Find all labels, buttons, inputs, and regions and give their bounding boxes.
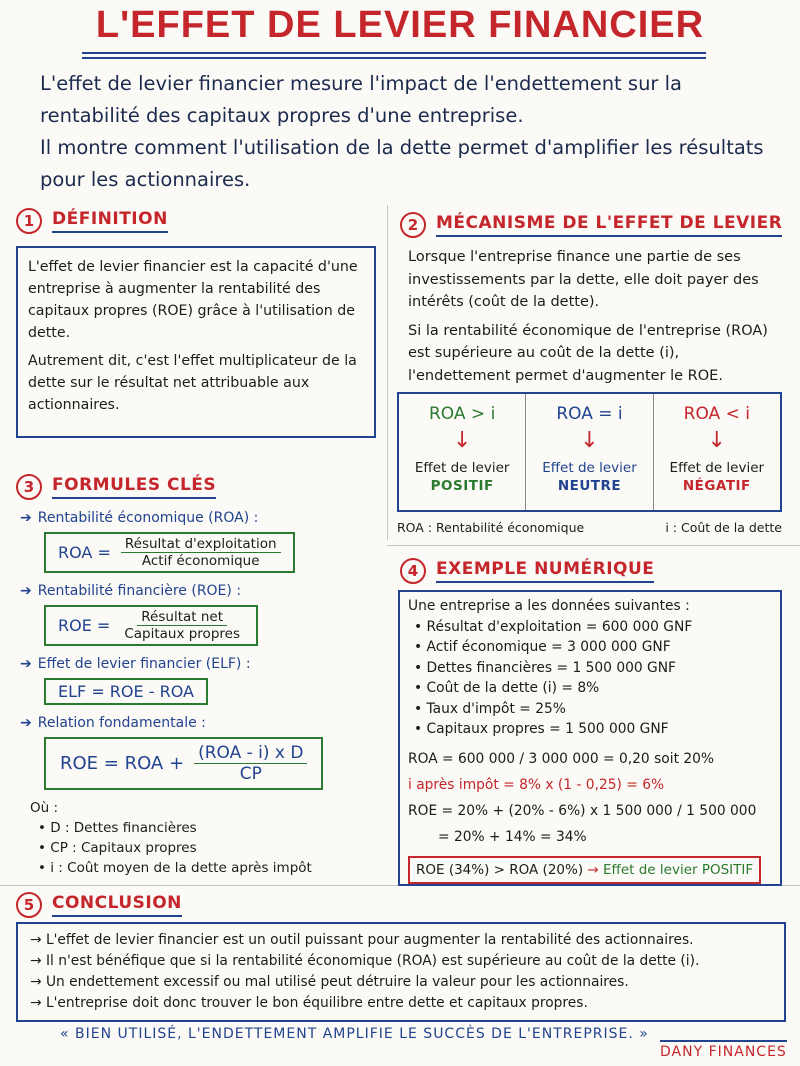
list-item: • D : Dettes financières [38,820,197,836]
formula-roe-lhs: ROE = [58,616,111,635]
example-item-text: Dettes financières = 1 500 000 GNF [426,659,676,676]
formula-roe-denominator: Capitaux propres [124,626,240,642]
mech-effect: Effet de levier [414,460,510,476]
example-item-text: Coût de la dette (i) = 8% [426,680,600,696]
formula-roa-fraction [121,536,281,569]
section-1-title: DÉFINITION [52,209,168,233]
list-item: → L'entreprise doit donc trouver le bon équilibre entre dette et capitaux propres. [30,995,588,1011]
mech-condition: ROA < i [683,404,750,424]
arrow-right-icon: ➔ [20,583,32,599]
formula-roe-fraction [120,609,244,642]
formula-elf-heading [20,656,370,672]
example-item-text: Taux d'impôt = 25% [426,700,566,717]
definition-text-2: Autrement dit, c'est l'effet multiplicateur de la dette sur le résultat net attribuable aux actionnaires. [28,353,357,413]
formula-legend-cp: CP : Capitaux propres [50,840,197,856]
example-item-text: Résultat d'exploitation = 600 000 GNF [426,618,693,635]
title-underline [82,52,706,54]
page-title: L'EFFET DE LEVIER FINANCIER [95,4,705,46]
formula-roe-heading [20,583,370,599]
section-3-header [16,474,216,500]
list-item: → L'effet de levier financier est un outil puissant pour augmenter la rentabilité des actionnaires. [30,932,694,948]
section-4-title: EXEMPLE NUMÉRIQUE [436,559,654,583]
section-1-header [16,208,168,234]
formula-relation-denominator: CP [239,764,262,784]
mech-result: NEUTRE [557,478,622,494]
list-item: • Résultat d'exploitation = 600 000 GNF [414,618,693,635]
conclusion-text: L'entreprise doit donc trouver le bon équilibre entre dette et capitaux propres. [45,995,588,1011]
example-conclusion [408,856,761,885]
formula-legend [30,798,312,878]
formula-legend-i: i : Coût moyen de la dette après impôt [50,860,312,876]
conclusion-text: L'effet de levier financier est un outil puissant pour augmenter la rentabilité des actionnaires. [45,932,694,948]
section-1-number: 1 [16,208,42,234]
list-item: • Actif économique = 3 000 000 GNF [414,639,671,655]
intro-line-1: L'effet de levier financier mesure l'impact de l'endettement sur la rentabilité des capitaux propres d'une entreprise. [40,72,683,127]
formula-elf-label: Effet de levier financier (ELF) : [37,656,251,672]
formula-relation-lhs: ROE = ROA + [60,753,185,774]
mech-condition: ROA = i [556,404,623,424]
mech-result: NÉGATIF [682,478,751,494]
definition-text-1: L'effet de levier financier est la capacité d'une entreprise à augmenter la rentabilité des capitaux propres (ROE) grâce à l'utilisation de dette. [28,259,358,341]
mech-effect: Effet de levier [669,460,765,476]
calc-roa: ROA = 600 000 / 3 000 000 = 0,20 soit 20% [408,750,715,767]
list-item: • CP : Capitaux propres [38,840,197,856]
formula-roe [44,605,258,646]
formula-roa-heading [20,510,370,526]
mechanism-col-neutral [526,394,653,510]
formula-roa-label: Rentabilité économique (ROA) : [37,510,259,526]
mechanism-col-negative [654,394,780,510]
list-item: → Il n'est bénéfique que si la rentabilité économique (ROA) est supérieure au coût de la dette (i). [30,953,700,969]
divider-horizontal [387,545,800,546]
mechanism-table [397,392,782,512]
conclusion-text: Il n'est bénéfique que si la rentabilité économique (ROA) est supérieure au coût de la dette (i). [45,953,700,969]
mech-result: POSITIF [430,478,494,494]
section-4-number: 4 [400,558,426,584]
formula-roe-numerator: Résultat net [137,609,227,626]
formula-relation-fraction [194,743,307,784]
list-item: → Un endettement excessif ou mal utilisé peut détruire la valeur pour les actionnaires. [30,974,629,990]
section-5-number: 5 [16,892,42,918]
intro-line-2: Il montre comment l'utilisation de la dette permet d'amplifier les résultats pour les actionnaires. [40,136,764,191]
mechanism-p1: Lorsque l'entreprise finance une partie de ses investissements par la dette, elle doit payer des intérêts (coût de la dette). [408,249,759,310]
formula-roa-denominator: Actif économique [141,553,260,569]
mechanism-p2: Si la rentabilité économique de l'entreprise (ROA) est supérieure au coût de la dette (i), l'endettement permet d'augmenter le ROE. [408,322,768,384]
list-item: • Dettes financières = 1 500 000 GNF [414,659,676,676]
mech-condition: ROA > i [429,404,496,424]
legend-i: i : Coût de la dette [665,520,782,535]
section-3-number: 3 [16,474,42,500]
formula-roa [44,532,295,573]
arrow-down-icon: ↓ [580,428,599,453]
example-calculation [408,746,772,850]
section-3-title: FORMULES CLÉS [52,475,216,499]
signature: DANY FINANCES [660,1040,787,1060]
section-5-header [16,892,182,918]
calc-i-after-tax: i après impôt = 8% x (1 - 0,25) = 6% [408,776,665,793]
formula-legend-label: Où : [30,800,59,816]
calc-roe: ROE = 20% + (20% - 6%) x 1 500 000 / 1 500 000 [408,802,757,819]
title-underline-2 [82,57,706,59]
formula-relation-label: Relation fondamentale : [37,715,206,731]
mech-effect: Effet de levier [542,460,637,476]
arrow-right-icon: → [587,861,599,878]
list-item: • Capitaux propres = 1 500 000 GNF [414,721,669,737]
arrow-down-icon: ↓ [707,428,727,453]
formula-relation-heading [20,715,370,731]
formula-roa-numerator: Résultat d'exploitation [121,536,281,553]
formulas [20,510,370,800]
formula-relation-numerator: (ROA - i) x D [194,743,307,764]
list-item: • i : Coût moyen de la dette après impôt [38,860,312,876]
list-item: • Coût de la dette (i) = 8% [414,680,600,696]
intro [40,68,770,196]
formula-elf: ELF = ROE - ROA [44,678,208,705]
section-2-header [400,212,782,238]
final-result: Effet de levier POSITIF [603,861,754,878]
conclusion-text: Un endettement excessif ou mal utilisé peut détruire la valeur pour les actionnaires. [45,974,629,990]
closing-quote: « BIEN UTILISÉ, L'ENDETTEMENT AMPLIFIE LE SUCCÈS DE L'ENTREPRISE. » [60,1026,649,1042]
conclusion-box [16,922,786,1022]
definition-box [16,246,376,438]
calc-roe-result: = 20% + 14% = 34% [438,828,587,845]
mechanism-col-positive [399,394,526,510]
section-2-number: 2 [400,212,426,238]
divider-vertical [387,205,388,540]
mechanism-text [408,246,778,393]
legend-roa: ROA : Rentabilité économique [397,520,585,535]
section-5-title: CONCLUSION [52,893,182,917]
mechanism-legend [397,520,782,535]
formula-legend-d: D : Dettes financières [50,820,197,836]
formula-roa-lhs: ROA = [58,543,111,562]
example-box [398,590,782,886]
list-item: • Taux d'impôt = 25% [414,700,566,717]
formula-roe-label: Rentabilité financière (ROE) : [37,583,242,599]
example-intro: Une entreprise a les données suivantes : [408,598,690,614]
arrow-right-icon: ➔ [20,510,32,526]
section-4-header [400,558,654,584]
example-item-text: Capitaux propres = 1 500 000 GNF [426,721,669,737]
section-2-title: MÉCANISME DE L'EFFET DE LEVIER [436,213,782,237]
arrow-right-icon: ➔ [20,656,32,672]
formula-relation [44,737,323,790]
arrow-down-icon: ↓ [452,428,472,453]
example-item-text: Actif économique = 3 000 000 GNF [426,639,671,655]
arrow-right-icon: ➔ [20,715,32,731]
final-comparison: ROE (34%) > ROA (20%) [416,861,584,878]
